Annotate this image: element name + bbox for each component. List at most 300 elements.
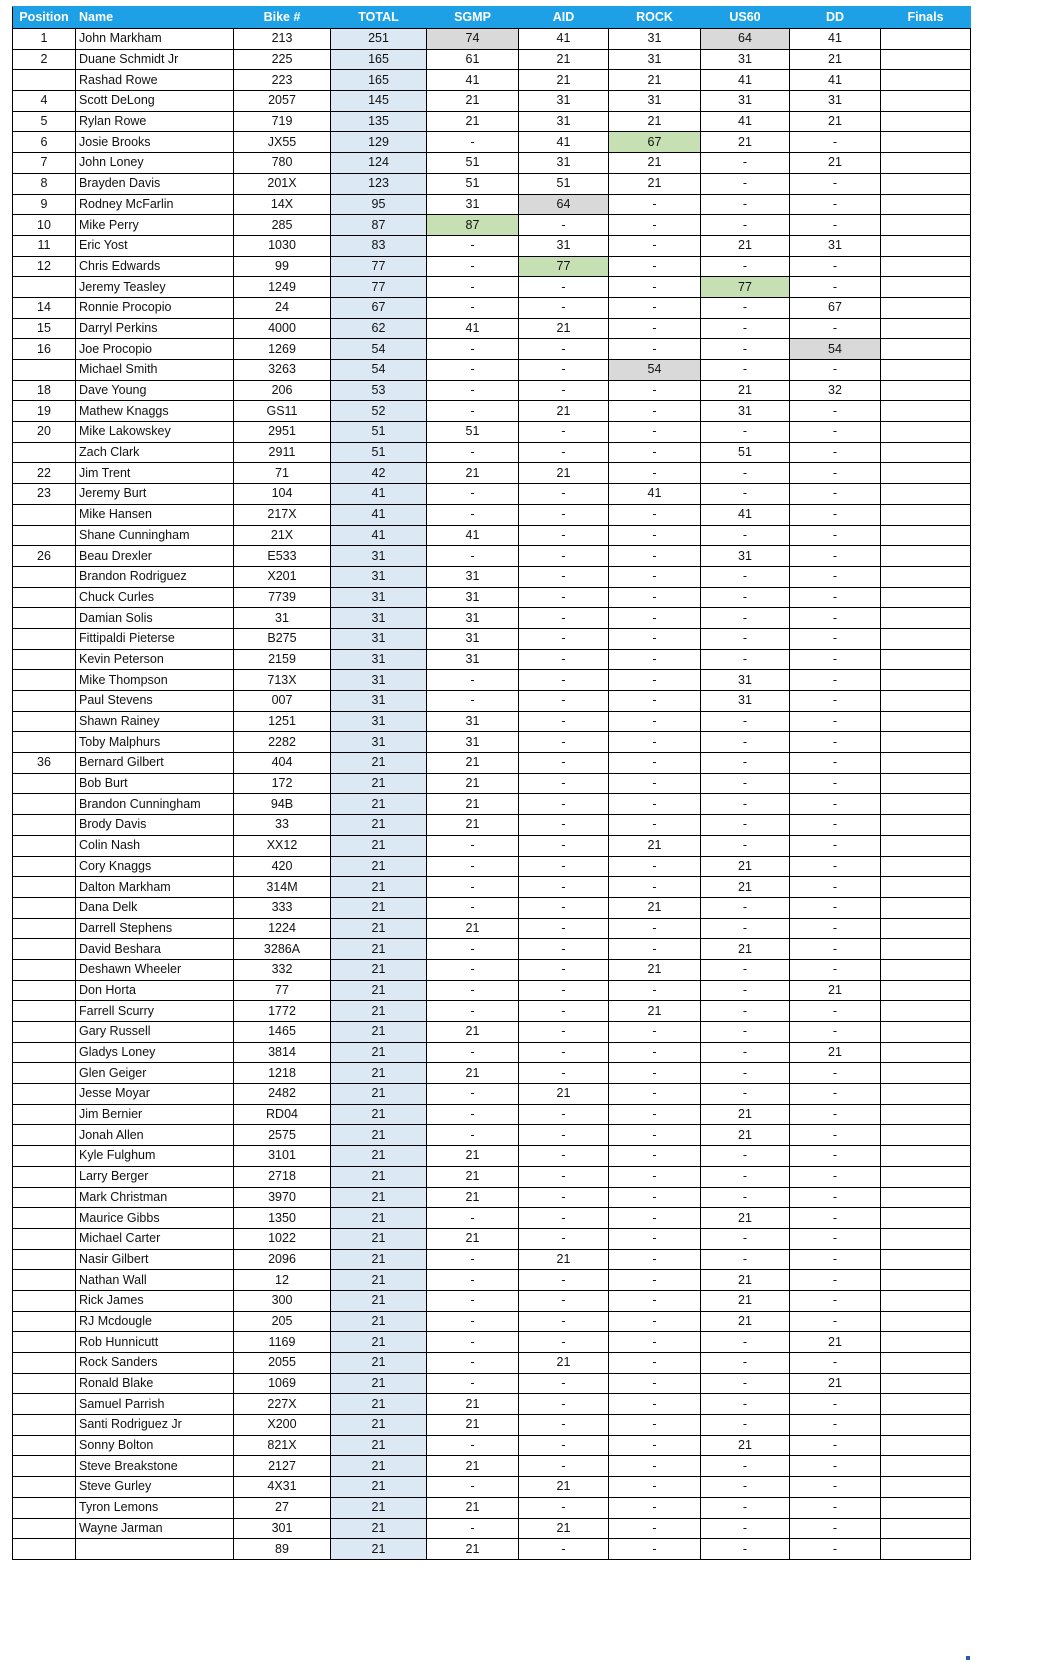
cell-total[interactable]: 51 [331,422,427,443]
cell-total[interactable]: 21 [331,1208,427,1229]
cell-finals[interactable] [881,484,971,505]
cell-total[interactable]: 41 [331,525,427,546]
cell-sgmp[interactable]: - [427,401,519,422]
cell-dd[interactable]: - [790,1228,881,1249]
cell-aid[interactable]: - [519,339,609,360]
cell-name[interactable]: Cory Knaggs [76,856,234,877]
cell-total[interactable]: 165 [331,70,427,91]
cell-total[interactable]: 31 [331,587,427,608]
cell-pos[interactable]: 19 [13,401,76,422]
cell-sgmp[interactable]: 21 [427,918,519,939]
cell-total[interactable]: 87 [331,215,427,236]
cell-us60[interactable]: - [701,256,790,277]
cell-rock[interactable]: - [609,256,701,277]
cell-aid[interactable]: - [519,794,609,815]
cell-sgmp[interactable]: - [427,1290,519,1311]
cell-pos[interactable] [13,815,76,836]
cell-aid[interactable]: - [519,670,609,691]
cell-rock[interactable]: - [609,628,701,649]
cell-pos[interactable]: 26 [13,546,76,567]
cell-sgmp[interactable]: 51 [427,173,519,194]
cell-finals[interactable] [881,525,971,546]
cell-us60[interactable]: - [701,566,790,587]
cell-total[interactable]: 42 [331,463,427,484]
cell-pos[interactable]: 5 [13,111,76,132]
cell-finals[interactable] [881,877,971,898]
cell-name[interactable]: Jim Trent [76,463,234,484]
cell-aid[interactable]: 77 [519,256,609,277]
cell-finals[interactable] [881,1042,971,1063]
cell-rock[interactable]: 41 [609,484,701,505]
cell-pos[interactable] [13,691,76,712]
cell-rock[interactable]: 31 [609,91,701,112]
cell-total[interactable]: 21 [331,815,427,836]
cell-dd[interactable]: 67 [790,297,881,318]
cell-total[interactable]: 21 [331,1311,427,1332]
cell-total[interactable]: 52 [331,401,427,422]
cell-sgmp[interactable]: - [427,897,519,918]
cell-sgmp[interactable]: 31 [427,649,519,670]
cell-aid[interactable]: 21 [519,463,609,484]
cell-dd[interactable]: 31 [790,91,881,112]
cell-bike[interactable]: 301 [234,1518,331,1539]
cell-us60[interactable]: 21 [701,1290,790,1311]
cell-dd[interactable]: - [790,1497,881,1518]
cell-name[interactable]: Duane Schmidt Jr [76,49,234,70]
cell-bike[interactable]: 2951 [234,422,331,443]
cell-aid[interactable]: 21 [519,1353,609,1374]
cell-sgmp[interactable]: - [427,835,519,856]
cell-rock[interactable]: - [609,339,701,360]
cell-pos[interactable] [13,360,76,381]
cell-bike[interactable]: 223 [234,70,331,91]
cell-bike[interactable]: 713X [234,670,331,691]
cell-us60[interactable]: 41 [701,504,790,525]
cell-rock[interactable]: - [609,649,701,670]
cell-name[interactable]: Jonah Allen [76,1125,234,1146]
column-header-aid[interactable]: AID [519,7,609,29]
cell-rock[interactable]: 54 [609,360,701,381]
cell-name[interactable]: Brayden Davis [76,173,234,194]
cell-total[interactable]: 21 [331,897,427,918]
cell-bike[interactable]: 1069 [234,1373,331,1394]
cell-name[interactable]: RJ Mcdougle [76,1311,234,1332]
cell-rock[interactable]: - [609,1394,701,1415]
cell-finals[interactable] [881,649,971,670]
cell-total[interactable]: 21 [331,1146,427,1167]
cell-us60[interactable]: - [701,153,790,174]
cell-dd[interactable]: 21 [790,153,881,174]
cell-total[interactable]: 21 [331,1539,427,1560]
cell-rock[interactable]: - [609,794,701,815]
column-header-us60[interactable]: US60 [701,7,790,29]
cell-rock[interactable]: 21 [609,897,701,918]
cell-dd[interactable]: - [790,815,881,836]
cell-us60[interactable]: - [701,608,790,629]
cell-bike[interactable]: 821X [234,1435,331,1456]
cell-sgmp[interactable]: 31 [427,711,519,732]
cell-pos[interactable]: 2 [13,49,76,70]
cell-rock[interactable]: - [609,1518,701,1539]
cell-pos[interactable]: 7 [13,153,76,174]
cell-aid[interactable]: 31 [519,235,609,256]
cell-pos[interactable] [13,794,76,815]
cell-finals[interactable] [881,773,971,794]
cell-name[interactable]: Rob Hunnicutt [76,1332,234,1353]
cell-finals[interactable] [881,1063,971,1084]
column-header-bike[interactable]: Bike # [234,7,331,29]
cell-rock[interactable]: - [609,980,701,1001]
cell-rock[interactable]: - [609,463,701,484]
cell-dd[interactable]: - [790,194,881,215]
cell-finals[interactable] [881,670,971,691]
cell-us60[interactable]: 21 [701,1270,790,1291]
cell-total[interactable]: 21 [331,1435,427,1456]
cell-total[interactable]: 21 [331,1022,427,1043]
cell-bike[interactable]: 3970 [234,1187,331,1208]
cell-dd[interactable]: - [790,1146,881,1167]
cell-rock[interactable]: - [609,422,701,443]
cell-sgmp[interactable]: - [427,1353,519,1374]
cell-us60[interactable]: - [701,1084,790,1105]
cell-rock[interactable]: 21 [609,70,701,91]
cell-us60[interactable]: - [701,1353,790,1374]
cell-dd[interactable]: - [790,1539,881,1560]
cell-finals[interactable] [881,959,971,980]
cell-sgmp[interactable]: - [427,1270,519,1291]
cell-total[interactable]: 31 [331,628,427,649]
cell-aid[interactable]: 21 [519,1084,609,1105]
cell-finals[interactable] [881,691,971,712]
cell-pos[interactable] [13,711,76,732]
cell-bike[interactable]: 2482 [234,1084,331,1105]
cell-aid[interactable]: - [519,711,609,732]
cell-rock[interactable]: - [609,1187,701,1208]
cell-pos[interactable] [13,1456,76,1477]
cell-finals[interactable] [881,918,971,939]
cell-finals[interactable] [881,297,971,318]
cell-sgmp[interactable]: 41 [427,318,519,339]
cell-total[interactable]: 54 [331,339,427,360]
cell-bike[interactable]: 719 [234,111,331,132]
cell-finals[interactable] [881,732,971,753]
cell-us60[interactable]: 21 [701,132,790,153]
cell-pos[interactable] [13,608,76,629]
cell-bike[interactable]: 89 [234,1539,331,1560]
cell-aid[interactable]: - [519,297,609,318]
cell-dd[interactable]: 41 [790,29,881,50]
cell-sgmp[interactable]: - [427,1435,519,1456]
cell-rock[interactable]: - [609,815,701,836]
cell-sgmp[interactable]: 51 [427,422,519,443]
cell-rock[interactable]: - [609,566,701,587]
cell-dd[interactable]: - [790,1125,881,1146]
cell-total[interactable]: 123 [331,173,427,194]
cell-dd[interactable]: - [790,1456,881,1477]
cell-sgmp[interactable]: 21 [427,1146,519,1167]
cell-sgmp[interactable]: - [427,1208,519,1229]
cell-us60[interactable]: - [701,339,790,360]
cell-total[interactable]: 31 [331,691,427,712]
cell-bike[interactable]: 3263 [234,360,331,381]
cell-name[interactable]: Mike Hansen [76,504,234,525]
cell-dd[interactable]: - [790,773,881,794]
cell-bike[interactable]: 227X [234,1394,331,1415]
cell-bike[interactable]: E533 [234,546,331,567]
cell-rock[interactable]: - [609,1208,701,1229]
cell-aid[interactable]: 21 [519,1477,609,1498]
column-header-sgmp[interactable]: SGMP [427,7,519,29]
cell-rock[interactable]: 21 [609,153,701,174]
cell-rock[interactable]: - [609,1456,701,1477]
cell-sgmp[interactable]: - [427,380,519,401]
cell-aid[interactable]: - [519,277,609,298]
cell-dd[interactable]: - [790,1166,881,1187]
cell-dd[interactable]: 21 [790,980,881,1001]
cell-finals[interactable] [881,215,971,236]
cell-bike[interactable]: 33 [234,815,331,836]
cell-dd[interactable]: 21 [790,49,881,70]
cell-dd[interactable]: - [790,132,881,153]
cell-dd[interactable]: - [790,1208,881,1229]
cell-rock[interactable]: - [609,1290,701,1311]
cell-dd[interactable]: - [790,587,881,608]
cell-bike[interactable]: GS11 [234,401,331,422]
cell-total[interactable]: 51 [331,442,427,463]
cell-sgmp[interactable]: 31 [427,566,519,587]
cell-pos[interactable]: 22 [13,463,76,484]
cell-pos[interactable]: 1 [13,29,76,50]
cell-sgmp[interactable]: 21 [427,1022,519,1043]
cell-aid[interactable]: - [519,1125,609,1146]
cell-total[interactable]: 31 [331,670,427,691]
cell-us60[interactable]: 21 [701,1104,790,1125]
cell-pos[interactable] [13,1104,76,1125]
cell-pos[interactable] [13,670,76,691]
cell-total[interactable]: 41 [331,484,427,505]
cell-total[interactable]: 145 [331,91,427,112]
cell-pos[interactable] [13,1125,76,1146]
cell-total[interactable]: 31 [331,546,427,567]
cell-dd[interactable]: - [790,649,881,670]
cell-aid[interactable]: - [519,1373,609,1394]
cell-dd[interactable]: 21 [790,1042,881,1063]
cell-total[interactable]: 21 [331,773,427,794]
cell-bike[interactable]: 1218 [234,1063,331,1084]
cell-us60[interactable]: - [701,815,790,836]
cell-finals[interactable] [881,1084,971,1105]
cell-sgmp[interactable]: 21 [427,111,519,132]
cell-bike[interactable]: RD04 [234,1104,331,1125]
cell-us60[interactable]: 21 [701,877,790,898]
cell-sgmp[interactable]: 21 [427,91,519,112]
cell-dd[interactable]: - [790,422,881,443]
cell-us60[interactable]: - [701,753,790,774]
cell-us60[interactable]: - [701,297,790,318]
cell-rock[interactable]: - [609,608,701,629]
cell-finals[interactable] [881,153,971,174]
cell-dd[interactable]: - [790,794,881,815]
cell-pos[interactable]: 16 [13,339,76,360]
cell-dd[interactable]: - [790,628,881,649]
cell-bike[interactable]: 780 [234,153,331,174]
cell-name[interactable]: Rick James [76,1290,234,1311]
cell-us60[interactable]: - [701,1146,790,1167]
cell-finals[interactable] [881,815,971,836]
cell-name[interactable]: Bernard Gilbert [76,753,234,774]
cell-aid[interactable]: 41 [519,29,609,50]
cell-sgmp[interactable]: - [427,980,519,1001]
cell-total[interactable]: 124 [331,153,427,174]
cell-aid[interactable]: - [519,1104,609,1125]
cell-total[interactable]: 31 [331,711,427,732]
cell-dd[interactable]: - [790,1394,881,1415]
cell-pos[interactable] [13,773,76,794]
cell-sgmp[interactable]: - [427,939,519,960]
cell-finals[interactable] [881,835,971,856]
cell-finals[interactable] [881,1311,971,1332]
cell-sgmp[interactable]: 21 [427,1497,519,1518]
cell-pos[interactable]: 12 [13,256,76,277]
cell-us60[interactable]: - [701,711,790,732]
cell-bike[interactable]: 285 [234,215,331,236]
cell-finals[interactable] [881,1104,971,1125]
cell-rock[interactable]: - [609,1125,701,1146]
cell-sgmp[interactable]: - [427,877,519,898]
cell-sgmp[interactable]: - [427,1001,519,1022]
cell-total[interactable]: 83 [331,235,427,256]
cell-name[interactable]: Michael Smith [76,360,234,381]
cell-rock[interactable]: - [609,1435,701,1456]
cell-name[interactable]: John Loney [76,153,234,174]
cell-bike[interactable]: 1022 [234,1228,331,1249]
cell-pos[interactable] [13,1353,76,1374]
cell-finals[interactable] [881,1022,971,1043]
cell-rock[interactable]: - [609,1497,701,1518]
cell-total[interactable]: 21 [331,1187,427,1208]
cell-rock[interactable]: - [609,1146,701,1167]
cell-sgmp[interactable]: 21 [427,1063,519,1084]
cell-aid[interactable]: 31 [519,111,609,132]
cell-pos[interactable]: 36 [13,753,76,774]
cell-pos[interactable] [13,1249,76,1270]
cell-total[interactable]: 54 [331,360,427,381]
cell-sgmp[interactable]: - [427,339,519,360]
cell-finals[interactable] [881,1166,971,1187]
cell-finals[interactable] [881,856,971,877]
cell-name[interactable]: Deshawn Wheeler [76,959,234,980]
cell-pos[interactable]: 4 [13,91,76,112]
cell-total[interactable]: 21 [331,753,427,774]
cell-finals[interactable] [881,277,971,298]
cell-sgmp[interactable]: - [427,1373,519,1394]
cell-total[interactable]: 31 [331,566,427,587]
cell-us60[interactable]: - [701,1332,790,1353]
cell-us60[interactable]: - [701,794,790,815]
cell-rock[interactable]: 21 [609,959,701,980]
cell-sgmp[interactable]: 31 [427,194,519,215]
cell-dd[interactable]: - [790,959,881,980]
cell-us60[interactable]: 41 [701,70,790,91]
column-header-name[interactable]: Name [76,7,234,29]
cell-name[interactable]: Jeremy Burt [76,484,234,505]
cell-sgmp[interactable]: 21 [427,463,519,484]
cell-pos[interactable]: 9 [13,194,76,215]
cell-rock[interactable]: - [609,877,701,898]
cell-total[interactable]: 21 [331,1104,427,1125]
cell-rock[interactable]: - [609,1063,701,1084]
cell-name[interactable]: Eric Yost [76,235,234,256]
cell-total[interactable]: 21 [331,1084,427,1105]
cell-aid[interactable]: - [519,484,609,505]
cell-sgmp[interactable]: - [427,856,519,877]
cell-total[interactable]: 21 [331,1270,427,1291]
cell-pos[interactable]: 23 [13,484,76,505]
cell-name[interactable]: Michael Carter [76,1228,234,1249]
cell-us60[interactable]: - [701,1063,790,1084]
cell-name[interactable]: Tyron Lemons [76,1497,234,1518]
cell-total[interactable]: 21 [331,959,427,980]
cell-rock[interactable]: - [609,1104,701,1125]
cell-pos[interactable] [13,732,76,753]
cell-aid[interactable]: - [519,628,609,649]
cell-us60[interactable]: - [701,525,790,546]
cell-total[interactable]: 21 [331,1497,427,1518]
cell-rock[interactable]: 21 [609,173,701,194]
cell-total[interactable]: 21 [331,939,427,960]
cell-pos[interactable]: 10 [13,215,76,236]
cell-us60[interactable]: 31 [701,670,790,691]
cell-aid[interactable]: - [519,566,609,587]
cell-aid[interactable]: - [519,1063,609,1084]
cell-aid[interactable]: - [519,1187,609,1208]
cell-bike[interactable]: 99 [234,256,331,277]
cell-total[interactable]: 95 [331,194,427,215]
cell-total[interactable]: 135 [331,111,427,132]
cell-aid[interactable]: - [519,691,609,712]
cell-aid[interactable]: - [519,1415,609,1436]
cell-aid[interactable]: - [519,504,609,525]
cell-pos[interactable] [13,1228,76,1249]
cell-aid[interactable]: - [519,1146,609,1167]
cell-us60[interactable]: - [701,484,790,505]
cell-dd[interactable]: - [790,256,881,277]
cell-aid[interactable]: - [519,649,609,670]
cell-dd[interactable]: - [790,1435,881,1456]
cell-bike[interactable]: 3814 [234,1042,331,1063]
cell-finals[interactable] [881,1125,971,1146]
cell-pos[interactable] [13,1001,76,1022]
cell-bike[interactable]: 420 [234,856,331,877]
cell-rock[interactable]: - [609,1539,701,1560]
cell-pos[interactable]: 14 [13,297,76,318]
cell-sgmp[interactable]: - [427,1249,519,1270]
cell-us60[interactable]: - [701,959,790,980]
cell-us60[interactable]: - [701,980,790,1001]
cell-name[interactable]: Dave Young [76,380,234,401]
cell-aid[interactable]: 21 [519,70,609,91]
cell-bike[interactable]: 1465 [234,1022,331,1043]
cell-bike[interactable]: 4X31 [234,1477,331,1498]
cell-dd[interactable]: 31 [790,235,881,256]
cell-name[interactable]: Bob Burt [76,773,234,794]
cell-sgmp[interactable]: 41 [427,70,519,91]
cell-sgmp[interactable]: - [427,1042,519,1063]
cell-finals[interactable] [881,504,971,525]
cell-name[interactable]: Scott DeLong [76,91,234,112]
resize-handle[interactable] [966,1656,970,1660]
cell-sgmp[interactable]: - [427,1084,519,1105]
